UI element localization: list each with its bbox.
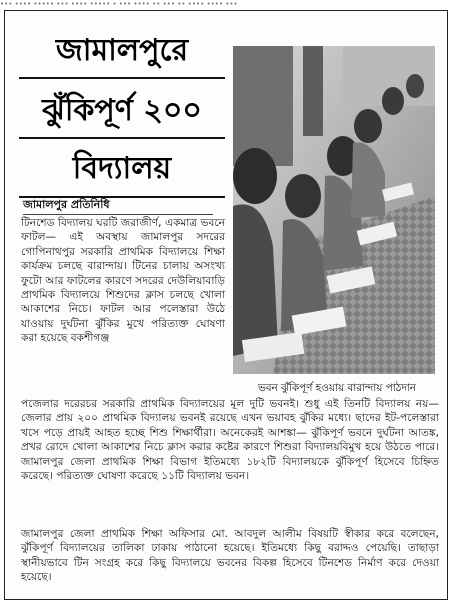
top-strip-text: ••• •••• ••••• ••• •••• ••••• • ••• •••• •• ••• •• •••• •••• •••: [0, 0, 238, 8]
headline-line-3: বিদ্যালয়: [72, 151, 172, 186]
classroom-photo: [233, 46, 435, 374]
byline-rule: [23, 214, 213, 215]
news-clipping: [4, 10, 448, 600]
article-body-full: পজেলার দরেরচর সরকারি প্রাথমিক বিদ্যালয়ের মূল দুটি ভবনই। শুধু এই তিনটি বিদ্যালয় নয়— জেলার প্রায় ২০০ প্রাথমিক বিদ্যালয় ভবনই রয়েছে এখন ভয়াবহ ঝুঁকির মধ্যে। ছাদের ইট-পলেস্তারা খসে পড়ে প্রায়ই আহত হচ্ছে শিশু শিক্ষার্থীরা। অনেকেরই আশঙ্কা— ঝুঁকিপূর্ণ ভবনে দুর্ঘটনা আতঙ্ক, প্রখর রোদে খোলা আকাশের নিচে ক্লাস করার কষ্টের কারণে শিশুরা বিদ্যালয়বিমুখ হয়ে উঠতে পারে। জামালপুর জেলা প্রাথমিক শিক্ষা বিভাগ ইতিমধ্যে ১৮২টি বিদ্যালয়কে ঝুঁকিপূর্ণ হিসেবে চিহ্নিত করেছে। পরিত্যক্ত ঘোষণা করেছে ১১টি বিদ্যালয় ভবন।: [21, 398, 439, 483]
headline-line-2: ঝুঁকিপূর্ণ ২০০: [42, 93, 202, 128]
headline-line-1: জামালপুরে: [55, 33, 189, 68]
headline-rule-1: [19, 77, 225, 79]
byline: জামালপুর প্রতিনিধি: [23, 198, 110, 211]
headline-rule-2: [19, 137, 225, 139]
article-body-closing: জামালপুর জেলা প্রাথমিক শিক্ষা অফিসার মো. আবদুল আলীম বিষয়টি স্বীকার করে বলেছেন, ঝুঁকিপূর্ণ বিদ্যালয়ের তালিকা ঢাকায় পাঠানো হয়েছে। ইতিমধ্যে কিছু বরাদ্দও পেয়েছি। তাছাড়া স্থানীয়ভাবে টিন সংগ্রহ করে কিছু বিদ্যালয়ে ভবনের বিকল্প হিসেবে টিনশেড নির্মাণ করে দেওয়া হয়েছে।: [21, 528, 439, 584]
photo-illustration: [233, 46, 435, 374]
article-body-left: টিনশেড বিদ্যালয় ঘরটি জরাজীর্ণ, একমাত্র ভবনে ফাটল— এই অবস্থায় জামালপুর সদরের গোপিনাথপুর সরকারি প্রাথমিক বিদ্যালয়ে শিক্ষা কার্যক্রম চলছে বারান্দায়। টিনের চালায় অসংখ্য ফুটো আর ফাটলের কারণে সদরের দেউলিয়াবাড়ি প্রাথমিক বিদ্যালয়ে শিশুদের ক্লাস চলছে খোলা আকাশের নিচে। ফাটল আর পলেস্তারা উঠে যাওয়ায় দুর্ঘটনা ঝুঁকির মুখে পরিত্যক্ত ঘোষণা করা হয়েছে বকশীগঞ্জ: [21, 217, 225, 345]
photo-caption: ভবন ঝুঁকিপূর্ণ হওয়ায় বারান্দায় পাঠদান: [257, 382, 417, 394]
